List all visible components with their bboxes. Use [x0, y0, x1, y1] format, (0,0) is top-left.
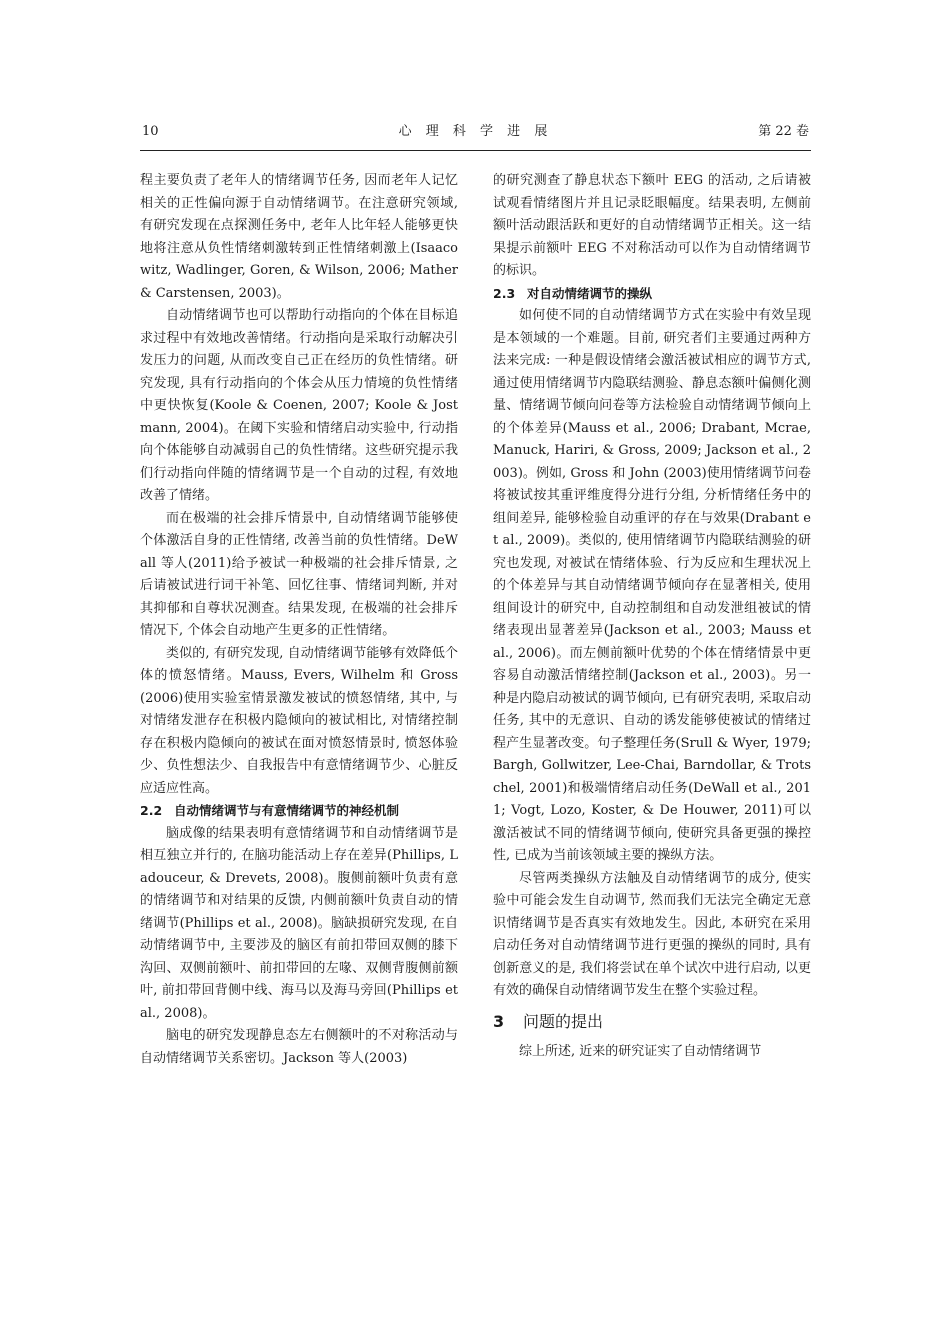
- section-title: 对自动情绪调节的操纵: [527, 285, 653, 301]
- paragraph: 的研究测查了静息状态下额叶 EEG 的活动, 之后请被试观看情绪图片并且记录眨眼幅度。结果表明, 左侧前额叶活动跟活跃和更好的自动情绪调节正相关。这一结果提示前额叶 EEG 不对称活动可以作为自动情绪调节的标识。: [493, 173, 811, 278]
- paragraph: 而在极端的社会排斥情景中, 自动情绪调节能够使个体激活自身的正性情绪, 改善当前的负性情绪。DeWall 等人(2011)给予被试一种极端的社会排斥情景, 之后请被试进行词干补笔、回忆往事、情绪词判断, 并对其抑郁和自尊状况测查。结果发现, 在极端的社会排斥情况下, 个体会自动地产生更多的正性情绪。: [140, 510, 458, 638]
- section-heading-3: [493, 1009, 811, 1035]
- paragraph: 脑电的研究发现静息态左右侧额叶的不对称活动与自动情绪调节关系密切。Jackson 等人(2003): [140, 1028, 458, 1066]
- paragraph: 尽管两类操纵方法触及自动情绪调节的成分, 使实验中可能会发生自动调节, 然而我们无法完全确定无意识情绪调节是否真实有效地发生。因此, 本研究在采用启动任务对自动情绪调节进行更强的操纵的同时, 具有创新意义的是, 我们将尝试在单个试次中进行启动, 以更有效的确保自动情绪调节发生在整个实验过程。: [493, 870, 811, 998]
- paragraph: 脑成像的结果表明有意情绪调节和自动情绪调节是相互独立并行的, 在脑功能活动上存在差异(Phillips, Ladouceur, & Drevets, 2008)。腹侧前额叶负责有意的情绪调节和对结果的反馈, 内侧前额叶负责自动的情绪调节(Phillips et al., 2008)。脑缺损研究发现, 在自动情绪调节中, 主要涉及的脑区有前扣带回双侧的膝下沟回、双侧前额叶、前扣带回的左喙、双侧背腹侧前额叶, 前扣带回背侧中线、海马以及海马旁回(Phillips et al., 2008)。: [140, 825, 458, 1021]
- section-heading-2-3: [493, 283, 811, 306]
- right-column: [493, 170, 811, 1063]
- paragraph: 综上所述, 近来的研究证实了自动情绪调节: [519, 1043, 762, 1059]
- paragraph: 程主要负责了老年人的情绪调节任务, 因而老年人记忆相关的正性偏向源于自动情绪调节。在注意研究领域, 有研究发现在点探测任务中, 老年人比年轻人能够更快地将注意从负性情绪刺激转到正性情绪刺激上(Isaacowitz, Wadlinger, Goren, & Wilson, 2006; Mather & Carstensen, 2003)。: [140, 173, 458, 301]
- left-column: [140, 170, 458, 1070]
- running-header: [140, 122, 811, 142]
- section-title: 问题的提出: [523, 1011, 604, 1031]
- volume-label: 第 22 卷: [758, 124, 809, 139]
- header-rule: [140, 150, 811, 151]
- paragraph: 自动情绪调节也可以帮助行动指向的个体在目标追求过程中有效地改善情绪。行动指向是采取行动解决引发压力的问题, 从而改变自己正在经历的负性情绪。研究发现, 具有行动指向的个体会从压力情境的负性情绪中更快恢复(Koole & Coenen, 2007; Koole & Jostmann, 2004)。在阈下实验和情绪启动实验中, 行动指向个体能够自动减弱自己的负性情绪。这些研究提示我们行动指向伴随的情绪调节是一个自动的过程, 有效地改善了情绪。: [140, 308, 458, 503]
- page-number: 10: [142, 124, 159, 139]
- section-number: 2.3: [493, 285, 516, 301]
- paragraph: 如何使不同的自动情绪调节方式在实验中有效呈现是本领域的一个难题。目前, 研究者们主要通过两种方法来完成: 一种是假设情绪会激活被试相应的调节方式, 通过使用情绪调节内隐联结测验、静息态额叶偏侧化测量、情绪调节倾向问卷等方法检验自动情绪调节倾向上的个体差异(Mauss et al., 2006; Drabant, Mcrae, Manuck, Hariri, & Gross, 2009; Jackson et al., 2003)。例如, Gross 和 John (2003)使用情绪调节问卷将被试按其重评维度得分进行分组, 分析情绪任务中的组间差异, 能够检验自动重评的存在与效果(Drabant et al., 2009)。类似的, 使用情绪调节内隐联结测验的研究也发现, 对被试在情绪体验、行为反应和生理状况上的个体差异与其自动情绪调节倾向存在显著相关, 使用组间设计的研究中, 自动控制组和自动发泄组被试的情绪表现出显著差异(Jackson et al., 2003; Mauss et al., 2006)。而左侧前额叶优势的个体在情绪情景中更容易自动激活情绪控制(Jackson et al., 2003)。另一种是内隐启动被试的调节倾向, 已有研究表明, 采取启动任务, 其中的无意识、自动的诱发能够使被试的情绪过程产生显著改变。句子整理任务(Srull & Wyer, 1979; Bargh, Gollwitzer, Lee-Chai, Barndollar, & Trotschel, 2001)和极端情绪启动任务(DeWall et al., 2011; Vogt, Lozo, Koster, & De Houwer, 2011)可以激活被试不同的情绪调节倾向, 使研究具备更强的操控性, 已成为当前该领域主要的操纵方法。: [493, 308, 811, 863]
- paragraph: 类似的, 有研究发现, 自动情绪调节能够有效降低个体的愤怒情绪。Mauss, Evers, Wilhelm 和 Gross (2006)使用实验室情景激发被试的愤怒情绪, 其中, 与对情绪发泄存在积极内隐倾向的被试相比, 对情绪控制存在积极内隐倾向的被试在面对愤怒情景时, 愤怒体验少、负性想法少、自我报告中有意情绪调节少、心脏反应适应性高。: [140, 645, 458, 796]
- section-heading-2-2: [140, 800, 458, 823]
- section-title: 自动情绪调节与有意情绪调节的神经机制: [174, 803, 400, 818]
- section-number: 3: [493, 1011, 505, 1031]
- journal-title: 心 理 科 学 进 展: [398, 124, 553, 139]
- section-number: 2.2: [140, 803, 163, 818]
